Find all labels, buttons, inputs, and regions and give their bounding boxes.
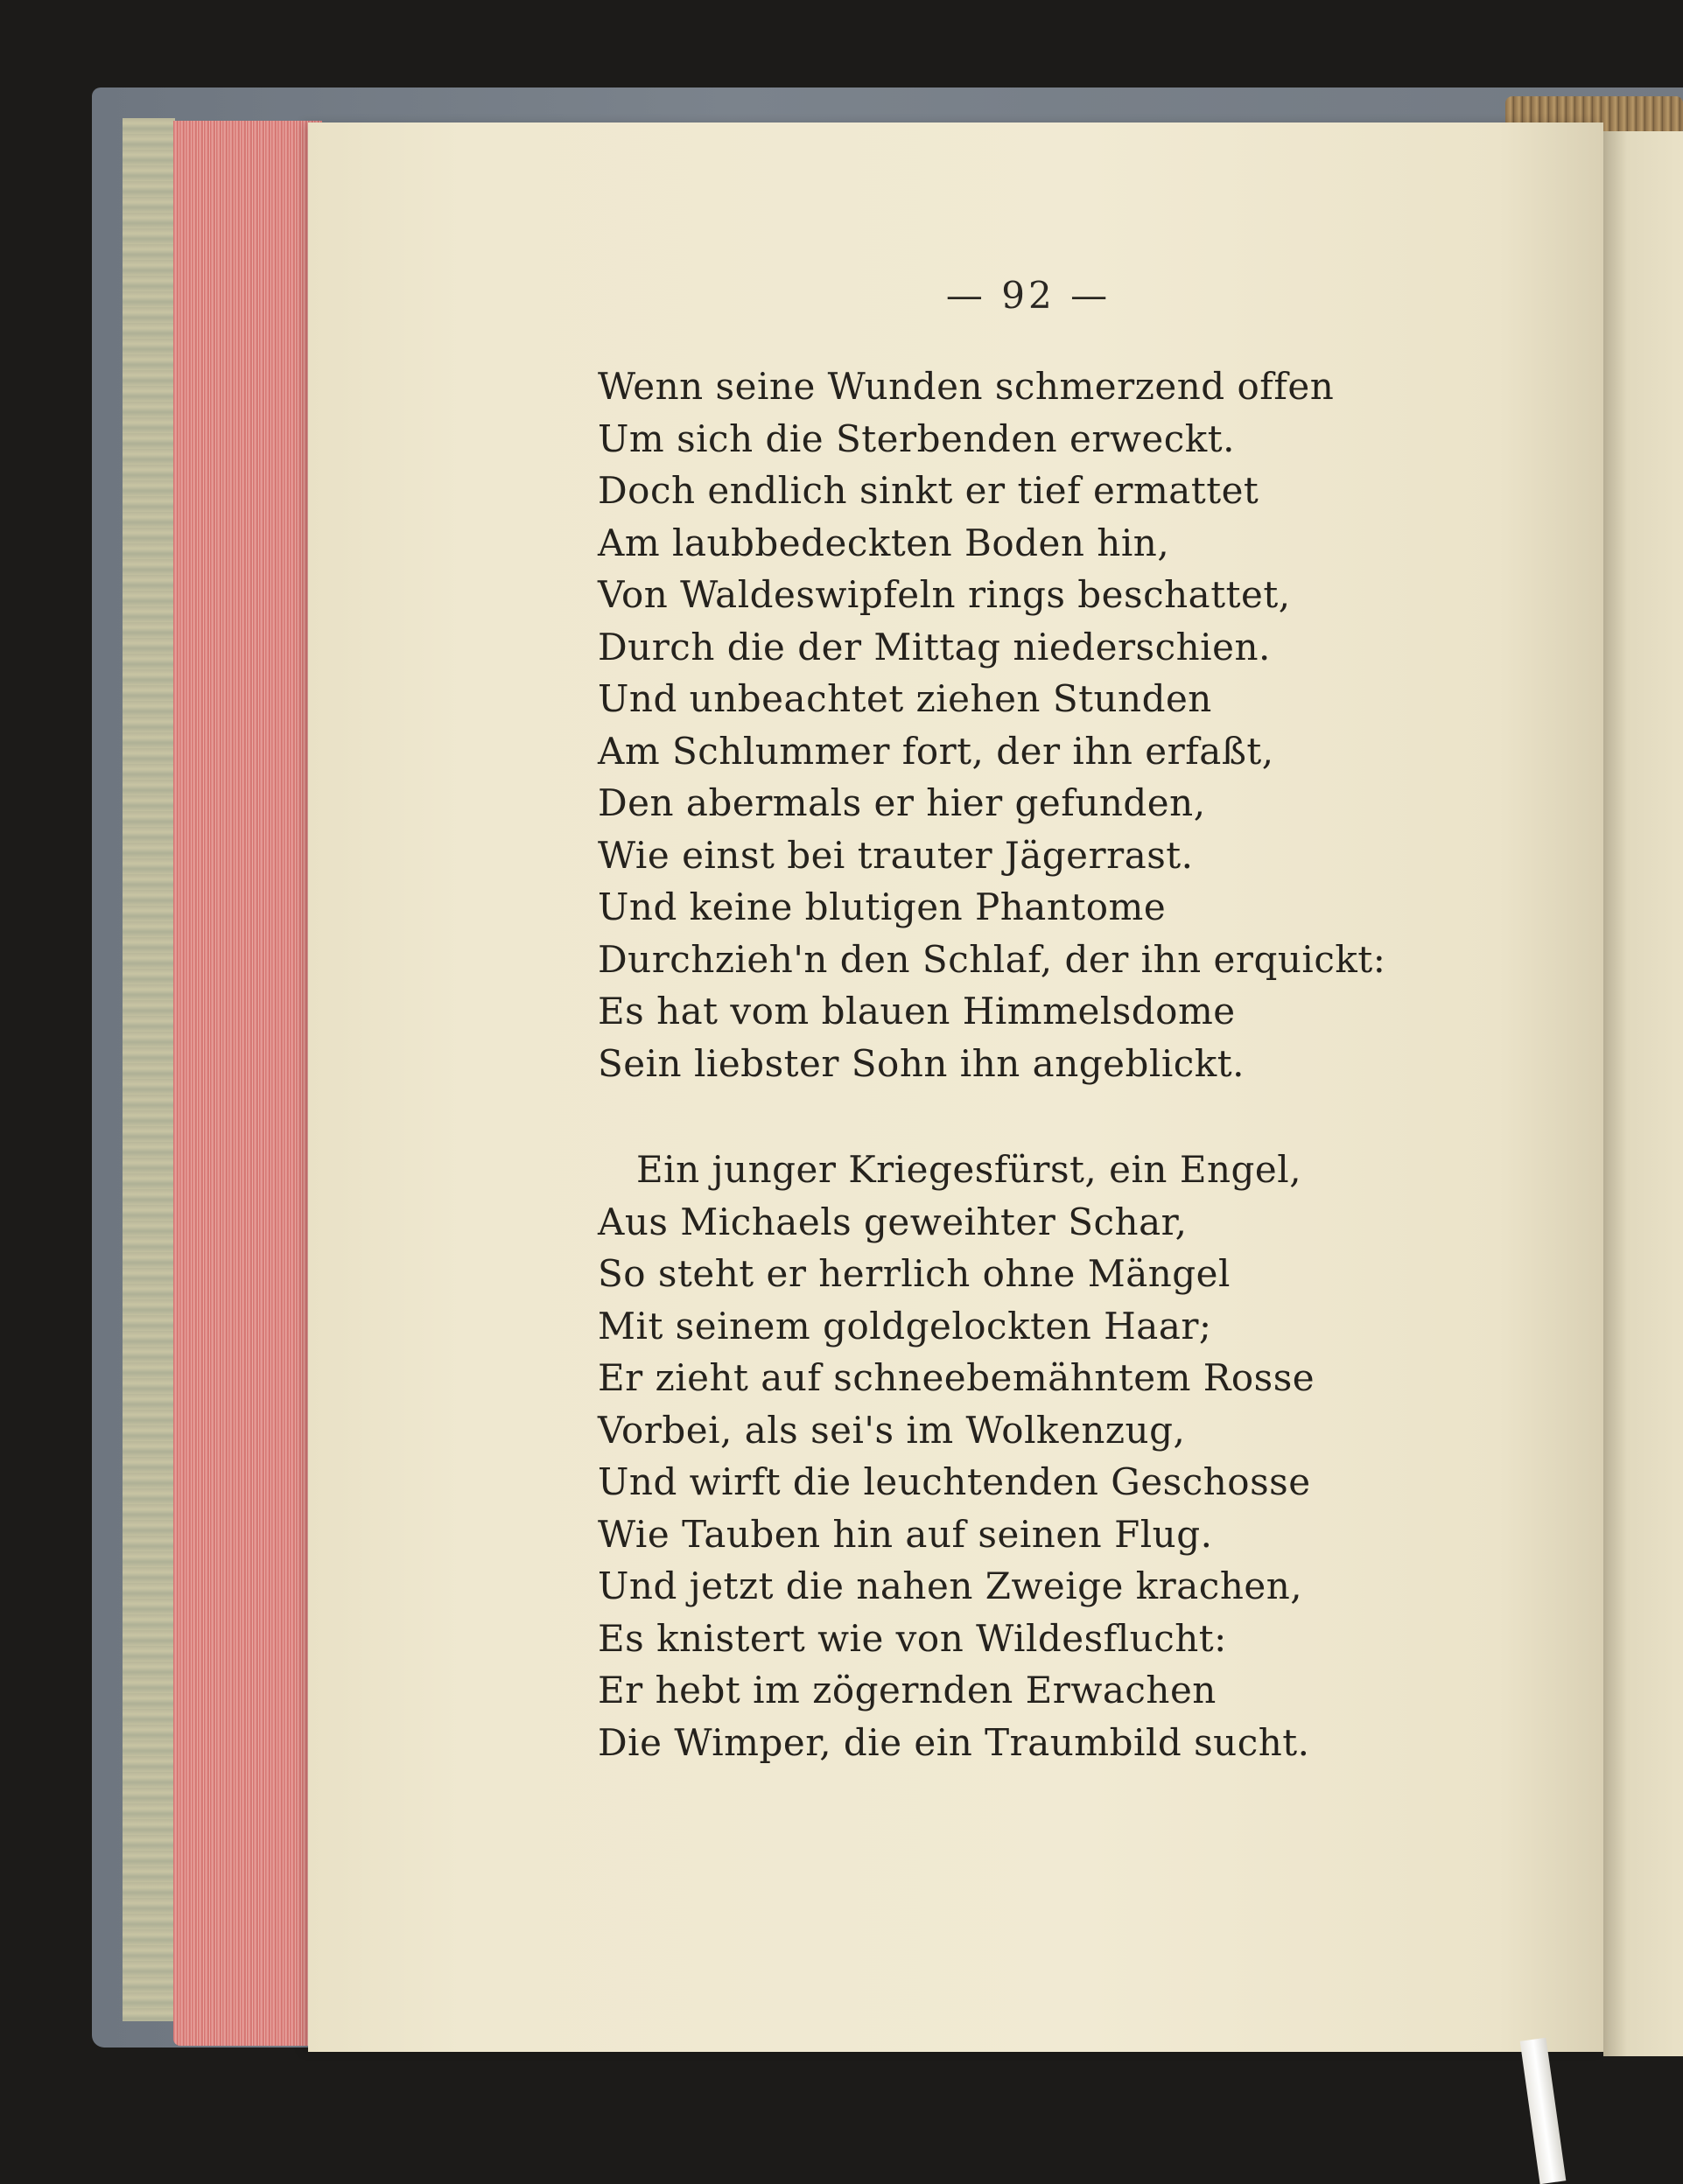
facing-page-edge	[1603, 131, 1683, 2056]
cover-edge	[123, 118, 175, 2021]
poem-line: Am Schlummer fort, der ihn erfaßt,	[598, 729, 1274, 773]
poem	[598, 360, 1385, 1768]
poem-line: Es knistert wie von Wildesflucht:	[598, 1616, 1227, 1660]
poem-line: Es hat vom blauen Himmelsdome	[598, 990, 1236, 1032]
poem-line: So steht er herrlich ohne Mängel	[598, 1252, 1231, 1295]
poem-line: Und keine blutigen Phantome	[598, 886, 1167, 928]
poem-line: Er hebt im zögernden Erwachen	[598, 1669, 1217, 1712]
stanza-1	[598, 360, 1385, 1089]
poem-line: Ein junger Kriegesfürst, ein Engel,	[636, 1148, 1302, 1191]
poem-line: Durch die der Mittag niederschien.	[598, 625, 1271, 668]
poem-line: Sein liebster Sohn ihn angeblickt.	[598, 1041, 1245, 1085]
poem-line: Um sich die Sterbenden erweckt.	[598, 416, 1235, 460]
poem-line: Vorbei, als sei's im Wolkenzug,	[598, 1408, 1186, 1452]
page-number: — 92 —	[945, 274, 1111, 317]
poem-line: Doch endlich sinkt er tief ermattet	[598, 469, 1259, 512]
poem-line: Am laubbedeckten Boden hin,	[598, 521, 1170, 564]
poem-line: Wie einst bei trauter Jägerrast.	[598, 833, 1194, 877]
poem-line: Von Waldeswipfeln rings beschattet,	[598, 573, 1291, 616]
poem-line: Die Wimper, die ein Traumbild sucht.	[598, 1720, 1310, 1764]
stanza-2	[598, 1144, 1385, 1768]
poem-line: Wie Tauben hin auf seinen Flug.	[598, 1512, 1213, 1556]
poem-line: Den abermals er hier gefunden,	[598, 781, 1206, 824]
poem-line: Und wirft die leuchtenden Geschosse	[598, 1460, 1311, 1503]
poem-line: Mit seinem goldgelockten Haar;	[598, 1304, 1212, 1348]
bookmark-ribbon	[1520, 2038, 1567, 2184]
page-block-edges	[173, 121, 322, 2046]
poem-line: Und jetzt die nahen Zweige krachen,	[598, 1564, 1303, 1607]
poem-line: Durchzieh'n den Schlaf, der ihn erquickt:	[598, 937, 1386, 981]
poem-line: Aus Michaels geweihter Schar,	[598, 1200, 1188, 1243]
poem-line: Er zieht auf schneebemähntem Rosse	[598, 1356, 1315, 1399]
poem-line: Wenn seine Wunden schmerzend offen	[598, 365, 1335, 408]
poem-line: Und unbeachtet ziehen Stunden	[598, 677, 1212, 720]
